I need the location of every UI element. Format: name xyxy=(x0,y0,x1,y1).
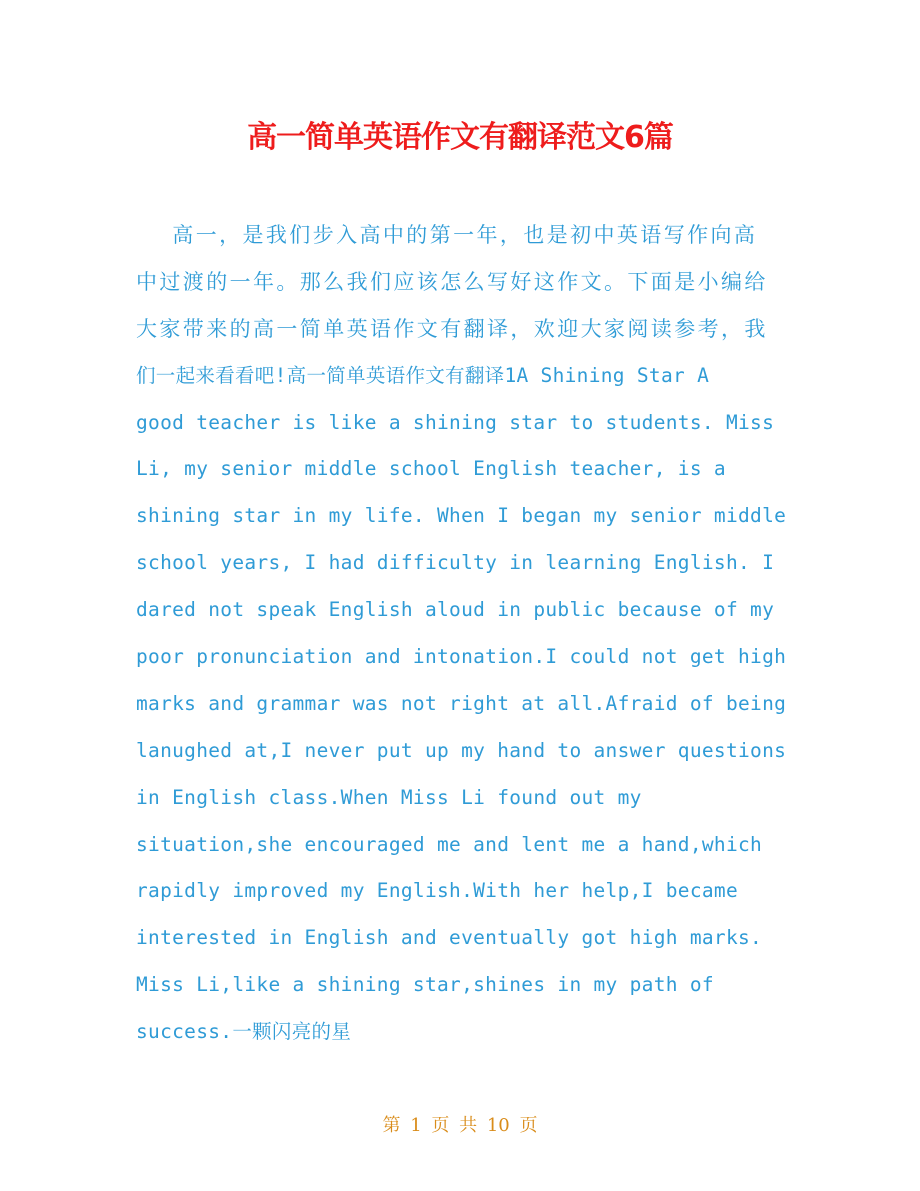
text-line: poor pronunciation and intonation.I could not get high xyxy=(136,645,787,669)
text-line: marks and grammar was not right at all.Afraid of being xyxy=(136,691,787,715)
text-line: in English class.When Miss Li found out my xyxy=(136,785,642,809)
text-line: school years, I had difficulty in learning English. I xyxy=(136,551,775,575)
text-line: dared not speak English aloud in public because of my xyxy=(136,598,775,622)
page-title: 高一简单英语作文有翻译范文6篇 xyxy=(247,120,673,155)
text-line: Miss Li,like a shining star,shines in my path of xyxy=(136,973,714,997)
text-line: Li, my senior middle school English teacher, is a xyxy=(136,457,726,481)
text-line: 们一起来看看吧!高一简单英语作文有翻译1A Shining Star A xyxy=(136,363,710,387)
text-line: lanughed at,I never put up my hand to answer questions xyxy=(136,738,787,762)
text-line: situation,she encouraged me and lent me a hand,which xyxy=(136,832,763,856)
text-line: 中过渡的一年。那么我们应该怎么写好这作文。下面是小编给 xyxy=(136,269,768,294)
body-text xyxy=(136,212,796,1056)
text-line: good teacher is like a shining star to students. Miss xyxy=(136,410,775,434)
text-line: interested in English and eventually got high marks. xyxy=(136,926,763,950)
text-line: shining star in my life. When I began my senior middle xyxy=(136,504,787,528)
text-line: success.一颗闪亮的星 xyxy=(136,1020,352,1044)
text-line: 高一，是我们步入高中的第一年，也是初中英语写作向高 xyxy=(136,223,758,247)
page-number-footer: 第 1 页 共 10 页 xyxy=(382,1115,538,1136)
text-line: 大家带来的高一简单英语作文有翻译，欢迎大家阅读参考，我 xyxy=(136,316,768,341)
text-line: rapidly improved my English.With her help,I became xyxy=(136,879,738,903)
